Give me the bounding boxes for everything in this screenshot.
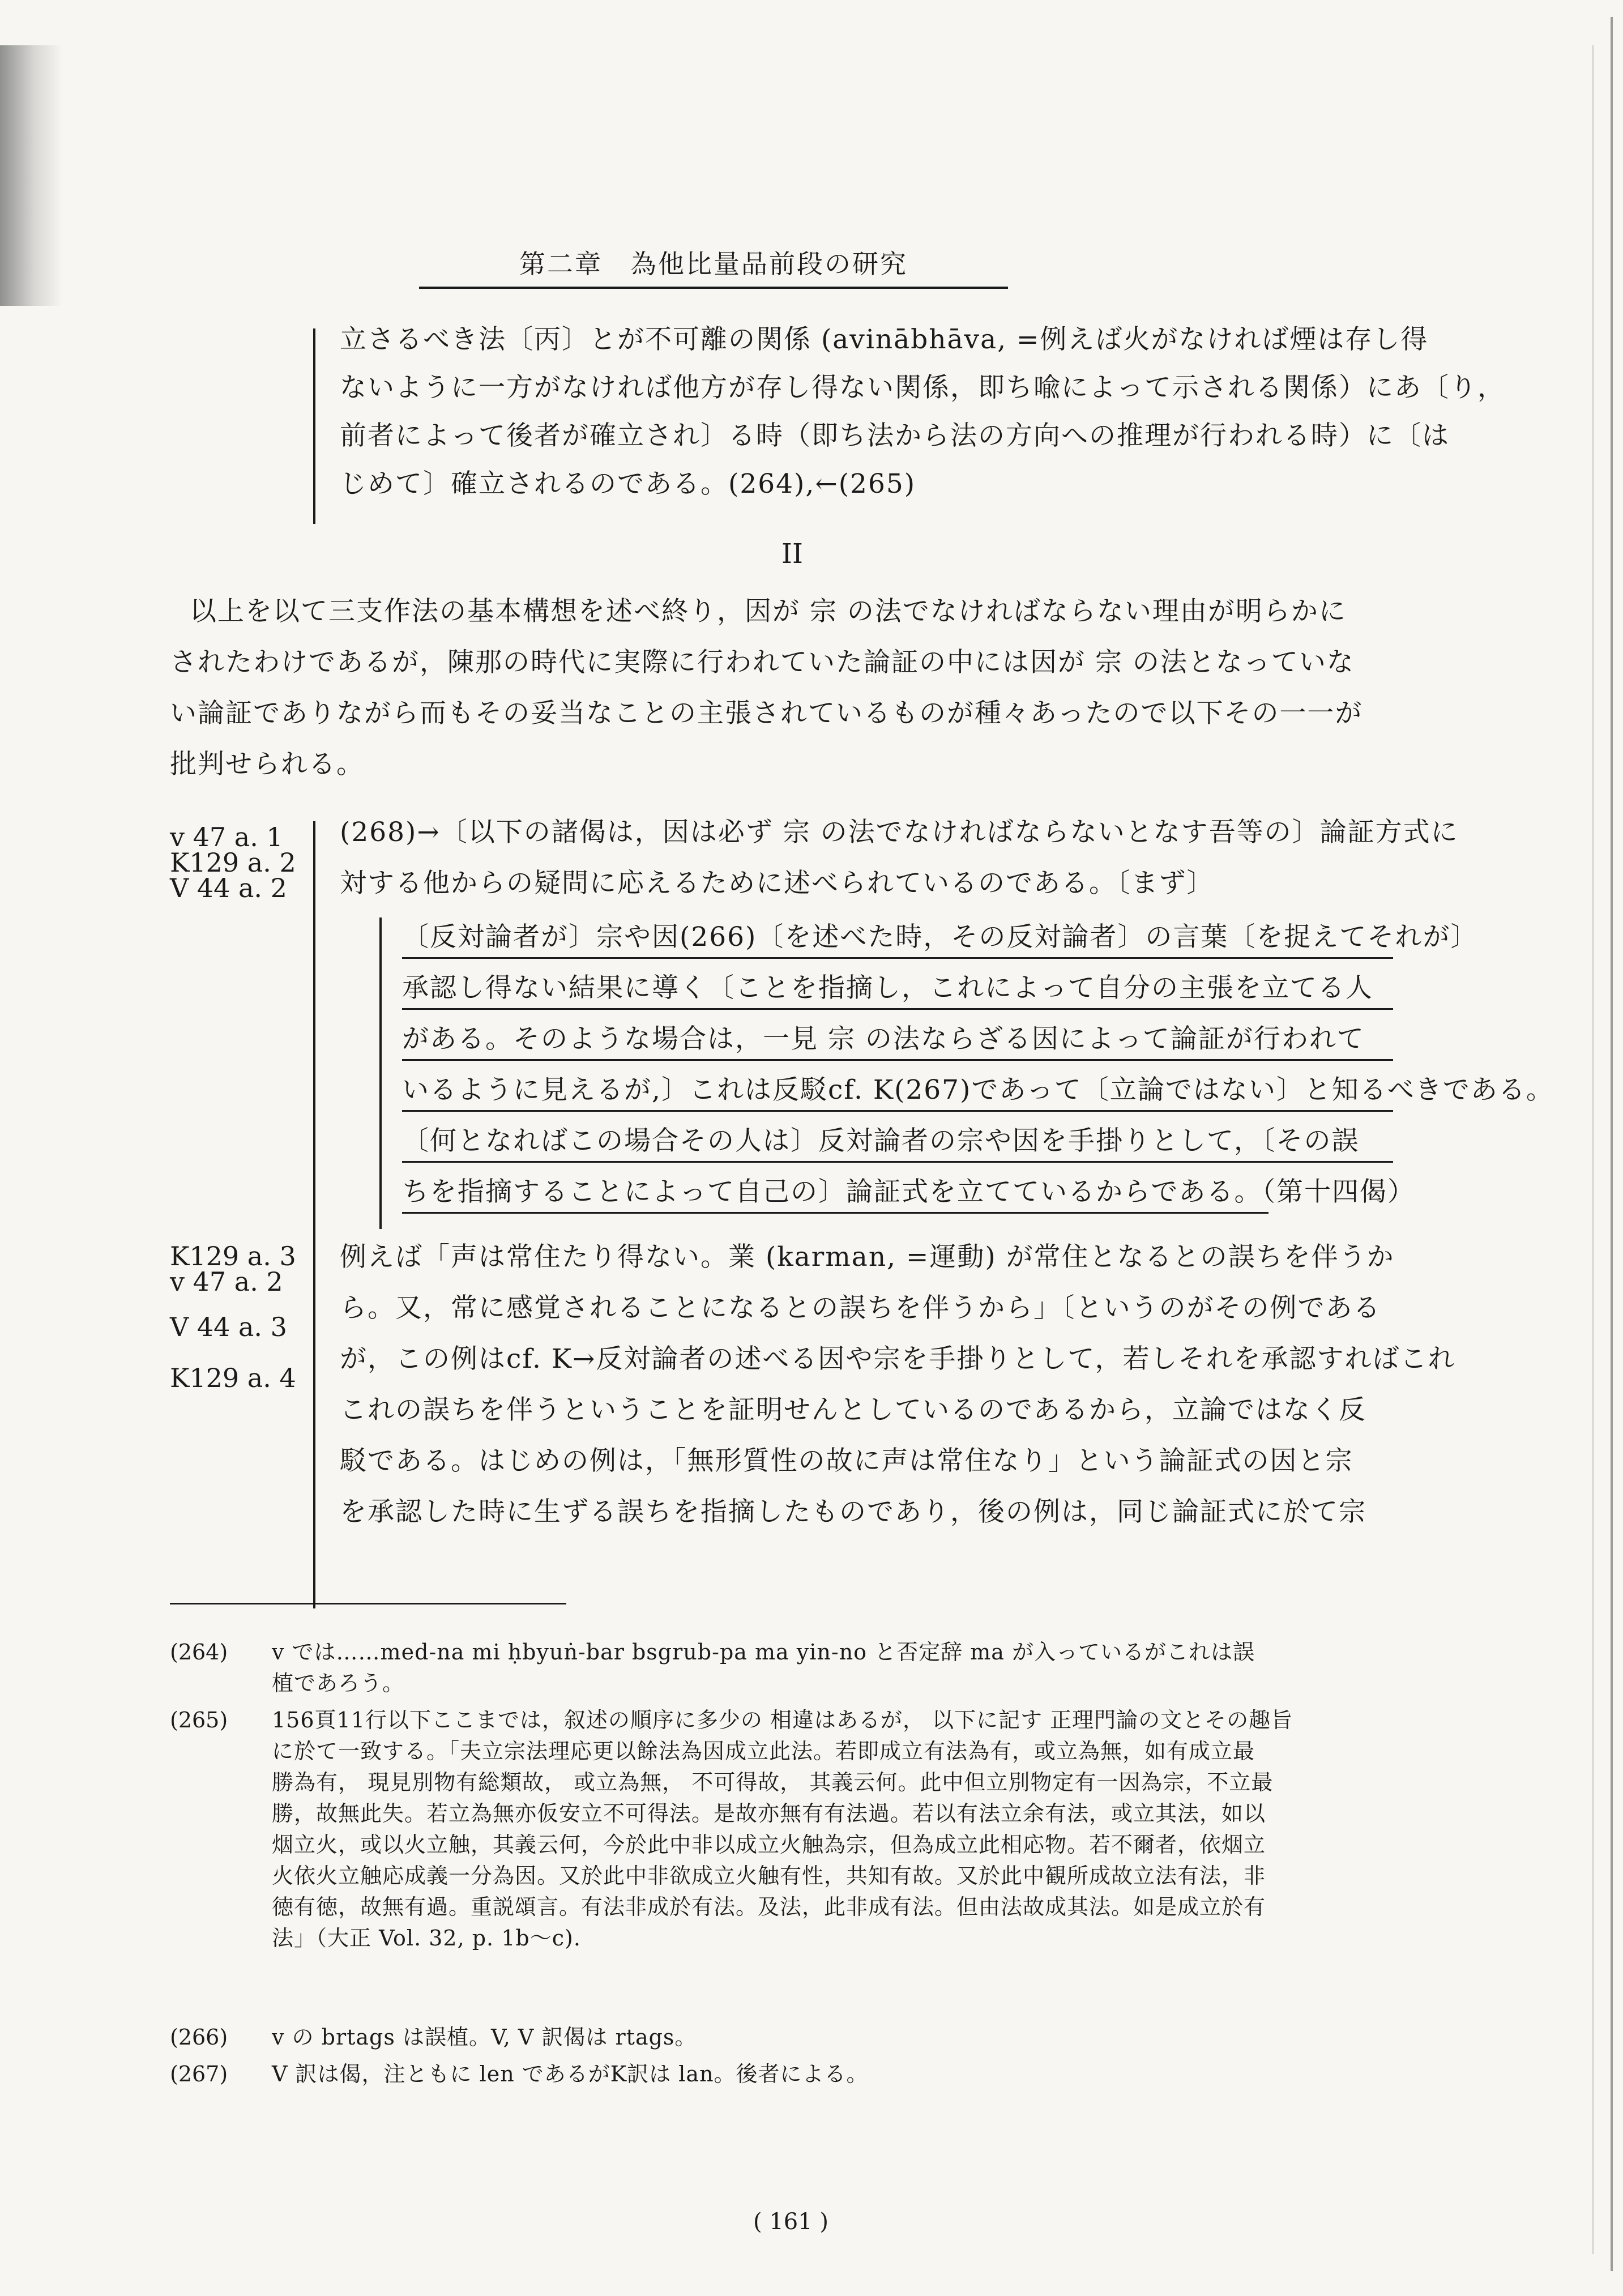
text-line: これの誤ちを伴うということを証明せんとしているのであるから，立論ではなく反 [340,1394,1366,1426]
scan-edge-right [1611,17,1613,2271]
ref-marker: K129 a. 4 [170,1363,296,1393]
footnote-line: 火依火立触応成義一分為因。又於此中非欲成立火触有性，共知有故。又於此中観所成故立法有法，非 [272,1863,1266,1888]
verse-line: 承認し得ない結果に導く〔ことを指摘し，これによって自分の主張を立てる人 [402,972,1373,1004]
footnote-line: 勝，故無此失。若立為無亦仮安立不可得法。是故亦無有有法過。若以有法立余有法，或立其法，如以 [272,1801,1266,1826]
quote-bar-1 [313,328,315,524]
verse-underline [402,957,1393,959]
ref-marker: v 47 a. 2 [170,1266,283,1297]
footnote-line: 156頁11行以下ここまでは，叙述の順序に多少の 相違はあるが， 以下に記す 正理門論の文とその趣旨 [272,1708,1293,1732]
footnote-line: 勝為有， 現見別物有総類故， 或立為無， 不可得故， 其義云何。此中但立別物定有一因為宗，不立最 [272,1770,1274,1795]
text-line: ら。又，常に感覚されることになるとの誤ちを伴うから」〔というのがその例である [340,1292,1381,1324]
scan-edge-right-inner [1592,45,1594,2254]
verse-underline [402,1161,1393,1163]
verse-underline [402,1059,1393,1061]
footnote-number: (267) [170,2062,228,2086]
verse-underline [402,1110,1393,1112]
verse-underline [402,1008,1393,1010]
ref-marker: V 44 a. 2 [170,873,287,903]
footnote-number: (266) [170,2025,228,2050]
text-line: い論証でありながら而もその妥当なことの主張されているものが種々あったので以下その一一が [170,698,1363,729]
footnote-line: に於て一致する。「夫立宗法理応更以餘法為因成立此法。若即成立有法為有，或立為無，如有成立最 [272,1739,1255,1764]
section-heading: II [781,538,803,570]
footnote-number: (264) [170,1640,228,1665]
text-line: 対する他からの疑問に応えるために述べられているのである。〔まず〕 [340,868,1215,899]
verse-line: 〔何となればこの場合その人は〕反対論者の宗や因を手掛りとして，〔その誤 [402,1125,1360,1156]
page-number: ( 161 ) [753,2209,828,2235]
footnote-line: v では……med-na mi ḥbyuṅ-bar bsgrub-pa ma yin-no と否定辞 ma が入っているがこれは誤 [272,1640,1255,1665]
footnote-line: v の brtags は誤植。V, V 訳偈は rtags。 [272,2025,697,2050]
verse-line: いるように見えるが,〕これは反駁cf. K(267)であって〔立論ではない〕と知るべきである。 [402,1074,1554,1106]
verse-line: ちを指摘することによって自己の〕論証式を立てているからである。（第十四偈） [402,1176,1416,1207]
text-line: 立さるべき法〔丙〕とが不可離の関係 (avinābhāva, =例えば火がなければ煙は存し得 [340,324,1429,355]
text-line: されたわけであるが，陳那の時代に実際に行われていた論証の中には因が 宗 の法となっていな [170,647,1355,678]
text-line: 前者によって後者が確立され〕る時（即ち法から法の方向への推理が行われる時）に〔は [340,420,1450,451]
ref-marker: K129 a. 3 [170,1241,296,1271]
verse-line: 〔反対論者が〕宗や因(266)〔を述べた時，その反対論者〕の言葉〔を捉えてそれが〕 [402,921,1479,953]
text-line: 批判せられる。 [170,749,364,780]
scan-shadow-left [0,45,62,306]
verse-line: がある。そのような場合は，一見 宗 の法ならざる因によって論証が行われて [402,1023,1365,1055]
footnote-rule [170,1603,566,1604]
text-line: (268)→〔以下の諸偈は，因は必ず 宗 の法でなければならないとなす吾等の〕論証方式に [340,817,1459,848]
text-line: じめて〕確立されるのである。(264),←(265) [340,468,916,500]
footnote-number: (265) [170,1708,228,1732]
text-line: 以上を以て三支作法の基本構想を述べ終り，因が 宗 の法でなければならない理由が明らかに [190,596,1347,627]
footnote-line: 烟立火，或以火立触，其義云何，今於此中非以成立火触為宗，但為成立此相応物。若不爾者，依烟立 [272,1832,1266,1857]
chapter-header: 第二章 為他比量品前段の研究 [419,244,1008,289]
verse-underline [402,1212,1268,1214]
text-line: ないように一方がなければ他方が存し得ない関係，即ち喩によって示される関係）にあ〔り， [340,372,1505,403]
verse-bar [379,917,382,1229]
footnote-line: V 訳は偈，注ともに len であるがK訳は lan。後者による。 [272,2062,869,2086]
footnote-line: 植であろう。 [272,1671,405,1696]
ref-marker: V 44 a. 3 [170,1312,287,1342]
text-line: が，この例はcf. K→反対論者の述べる因や宗を手掛りとして，若しそれを承認すればこれ [340,1343,1456,1375]
ref-marker: K129 a. 2 [170,847,296,878]
text-line: を承認した時に生ずる誤ちを指摘したものであり，後の例は，同じ論証式に於て宗 [340,1496,1366,1527]
text-line: 駁である。はじめの例は，「無形質性の故に声は常住なり」という論証式の因と宗 [340,1445,1353,1476]
footnote-line: 徳有徳，故無有過。重説頌言。有法非成於有法。及法，此非成有法。但由法故成其法。如是成立於有 [272,1894,1266,1919]
footnote-line: 法」（大正 Vol. 32, p. 1b～c). [272,1926,581,1951]
quote-bar-2 [313,821,315,1608]
ref-marker: v 47 a. 1 [170,822,283,852]
text-line: 例えば「声は常住たり得ない。業 (karman, =運動) が常住となるとの誤ちを伴うか [340,1241,1395,1273]
